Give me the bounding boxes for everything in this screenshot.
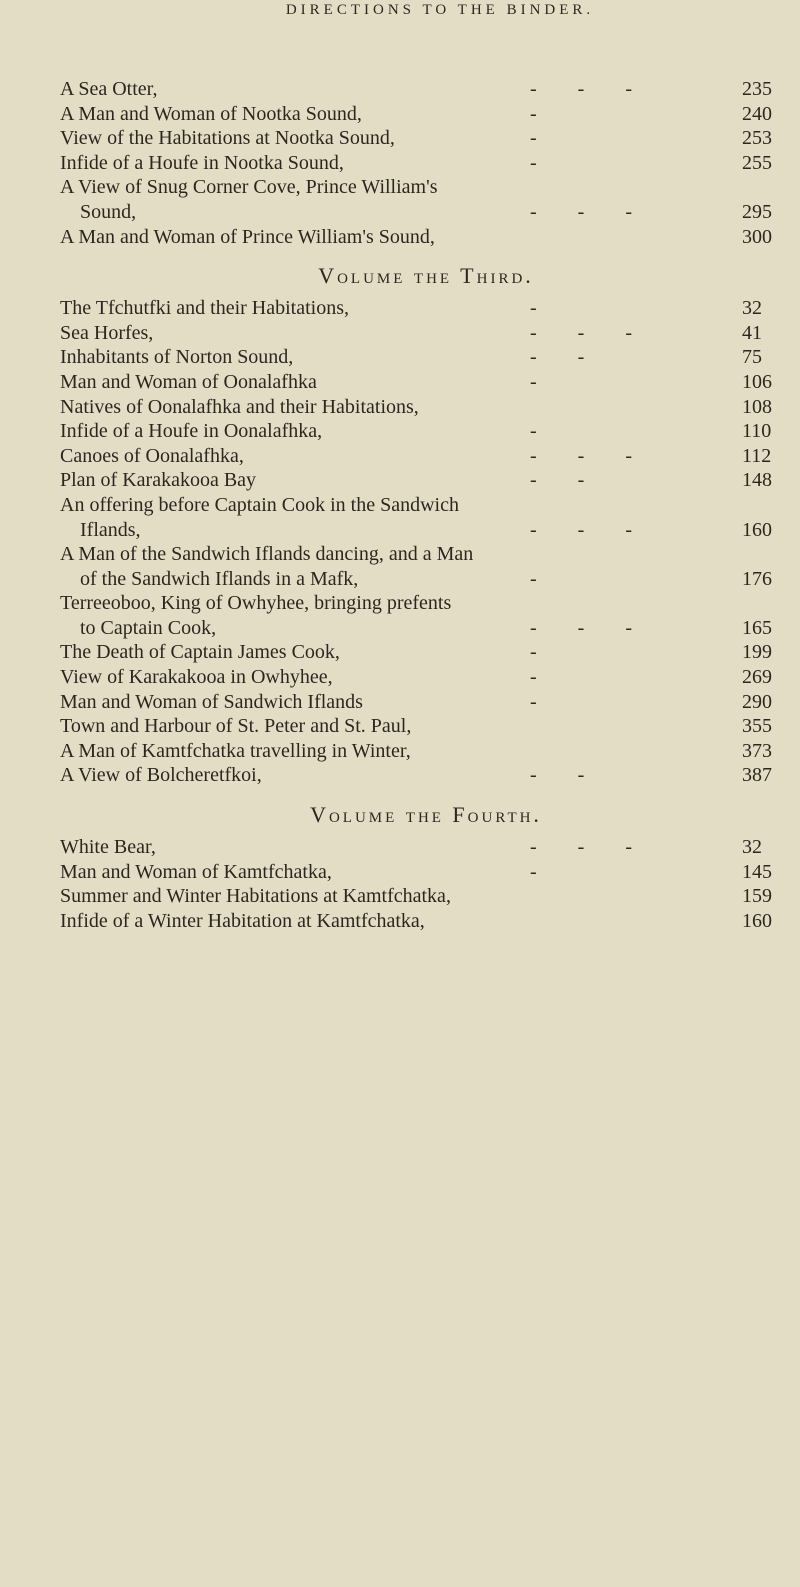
dot-leader: - — [530, 297, 555, 320]
dot-leader: - - — [530, 764, 603, 787]
dot-leader: - — [530, 860, 555, 883]
page-number: 355 — [742, 715, 772, 738]
list-item-line — [60, 763, 792, 788]
dot-leader: - - - — [530, 444, 650, 467]
running-header: DIRECTIONS TO THE BINDER. — [285, 2, 595, 18]
plate-title: Iflands, — [80, 518, 141, 541]
volume-heading: Volume the Third. — [318, 263, 534, 289]
page-number: 176 — [742, 567, 772, 590]
list-item-line — [60, 518, 792, 543]
page-number: 235 — [742, 78, 772, 100]
list-item-line — [60, 542, 792, 567]
page-number: 160 — [742, 518, 772, 541]
plate-title: The Death of Captain James Cook, — [60, 641, 340, 664]
plate-title: White Bear, — [60, 836, 156, 859]
plate-title: Man and Woman of Kamtfchatka, — [60, 860, 332, 883]
list-item-line — [60, 175, 792, 200]
page-number: 160 — [742, 909, 772, 932]
dot-leader: - - - — [530, 78, 650, 100]
page-number: 32 — [742, 836, 762, 859]
plate-title: Terreeoboo, King of Owhyhee, bringing prefents — [60, 592, 452, 615]
dot-leader: - - — [530, 346, 603, 369]
list-item-line — [60, 200, 792, 225]
page-number: 32 — [742, 297, 762, 320]
page-number: 159 — [742, 885, 772, 908]
list-item-line — [60, 860, 792, 885]
page-number: 112 — [742, 444, 772, 467]
plate-title: View of the Habitations at Nootka Sound, — [60, 127, 395, 150]
page-number: 387 — [742, 764, 772, 787]
dot-leader: - - - — [530, 836, 650, 859]
list-item-line — [60, 419, 792, 444]
list-item-line — [60, 493, 792, 518]
list-item-line — [60, 640, 792, 665]
plate-list — [60, 77, 792, 933]
dot-leader: - — [530, 370, 555, 393]
dot-leader: - — [530, 102, 555, 125]
page-number: 106 — [742, 370, 772, 393]
dot-leader: - - — [530, 469, 603, 492]
page-number: 148 — [742, 469, 772, 492]
list-item-line — [60, 102, 792, 127]
page-number: 373 — [742, 739, 772, 762]
dot-leader: - — [530, 666, 555, 689]
list-item-line — [60, 567, 792, 592]
list-item-line — [60, 321, 792, 346]
volume-heading: Volume the Fourth. — [310, 802, 542, 828]
list-item-line — [60, 665, 792, 690]
page-number: 75 — [742, 346, 762, 369]
dot-leader: - - - — [530, 200, 650, 223]
list-item-line — [60, 151, 792, 176]
plate-title: View of Karakakooa in Owhyhee, — [60, 666, 333, 689]
plate-title: Man and Woman of Oonalafhka — [60, 370, 317, 393]
page-number: 300 — [742, 225, 772, 248]
list-item-line — [60, 345, 792, 370]
plate-title: Infide of a Houfe in Oonalafhka, — [60, 420, 323, 443]
plate-title: A View of Bolcheretfkoi, — [60, 764, 262, 787]
list-item-line — [60, 835, 792, 860]
plate-title: A Sea Otter, — [60, 78, 158, 100]
list-item-line — [60, 591, 792, 616]
list-item-line — [60, 714, 792, 739]
dot-leader: - — [530, 690, 555, 713]
list-item-line — [60, 126, 792, 151]
plate-title: Natives of Oonalafhka and their Habitations, — [60, 395, 419, 418]
list-item-line — [60, 739, 792, 764]
list-item-line — [60, 909, 792, 934]
list-item-line — [60, 296, 792, 321]
list-item-line — [60, 884, 792, 909]
plate-title: Town and Harbour of St. Peter and St. Paul, — [60, 715, 412, 738]
page-number: 199 — [742, 641, 772, 664]
page-number: 255 — [742, 151, 772, 174]
plate-title: The Tfchutfki and their Habitations, — [60, 297, 349, 320]
page-number: 269 — [742, 666, 772, 689]
list-item-line — [60, 468, 792, 493]
dot-leader: - — [530, 641, 555, 664]
page-number: 41 — [742, 321, 762, 344]
plate-title: Sound, — [80, 200, 137, 223]
plate-title: An offering before Captain Cook in the Sandwich — [60, 493, 459, 516]
page-number: 110 — [742, 420, 772, 443]
plate-title: of the Sandwich Iflands in a Mafk, — [80, 567, 359, 590]
plate-title: Infide of a Winter Habitation at Kamtfchatka, — [60, 909, 425, 932]
plate-title: to Captain Cook, — [80, 616, 217, 639]
plate-title: Infide of a Houfe in Nootka Sound, — [60, 151, 344, 174]
plate-title: Canoes of Oonalafhka, — [60, 444, 244, 467]
plate-title: A View of Snug Corner Cove, Prince William's — [60, 176, 438, 199]
plate-title: A Man and Woman of Nootka Sound, — [60, 102, 362, 125]
dot-leader: - — [530, 567, 555, 590]
dot-leader: - — [530, 151, 555, 174]
plate-title: Summer and Winter Habitations at Kamtfchatka, — [60, 885, 451, 908]
page-number: 290 — [742, 690, 772, 713]
list-item-line — [60, 444, 792, 469]
plate-title: Man and Woman of Sandwich Iflands — [60, 690, 363, 713]
plate-title: A Man of Kamtfchatka travelling in Winter, — [60, 739, 411, 762]
page-number: 295 — [742, 200, 772, 223]
list-item-line — [60, 77, 792, 102]
plate-title: A Man and Woman of Prince William's Sound, — [60, 225, 435, 248]
page-number: 253 — [742, 127, 772, 150]
list-item-line — [60, 225, 792, 250]
plate-title: Inhabitants of Norton Sound, — [60, 346, 294, 369]
list-item-line — [60, 395, 792, 420]
page-number: 240 — [742, 102, 772, 125]
page-number: 165 — [742, 616, 772, 639]
plate-title: Sea Horfes, — [60, 321, 154, 344]
dot-leader: - — [530, 127, 555, 150]
plate-title: Plan of Karakakooa Bay — [60, 469, 257, 492]
plate-title: A Man of the Sandwich Iflands dancing, and a Man — [60, 543, 474, 566]
dot-leader: - - - — [530, 518, 650, 541]
dot-leader: - - - — [530, 321, 650, 344]
page-number: 108 — [742, 395, 772, 418]
dot-leader: - - - — [530, 616, 650, 639]
list-item-line — [60, 616, 792, 641]
page-number: 145 — [742, 860, 772, 883]
dot-leader: - — [530, 420, 555, 443]
list-item-line — [60, 370, 792, 395]
list-item-line — [60, 690, 792, 715]
